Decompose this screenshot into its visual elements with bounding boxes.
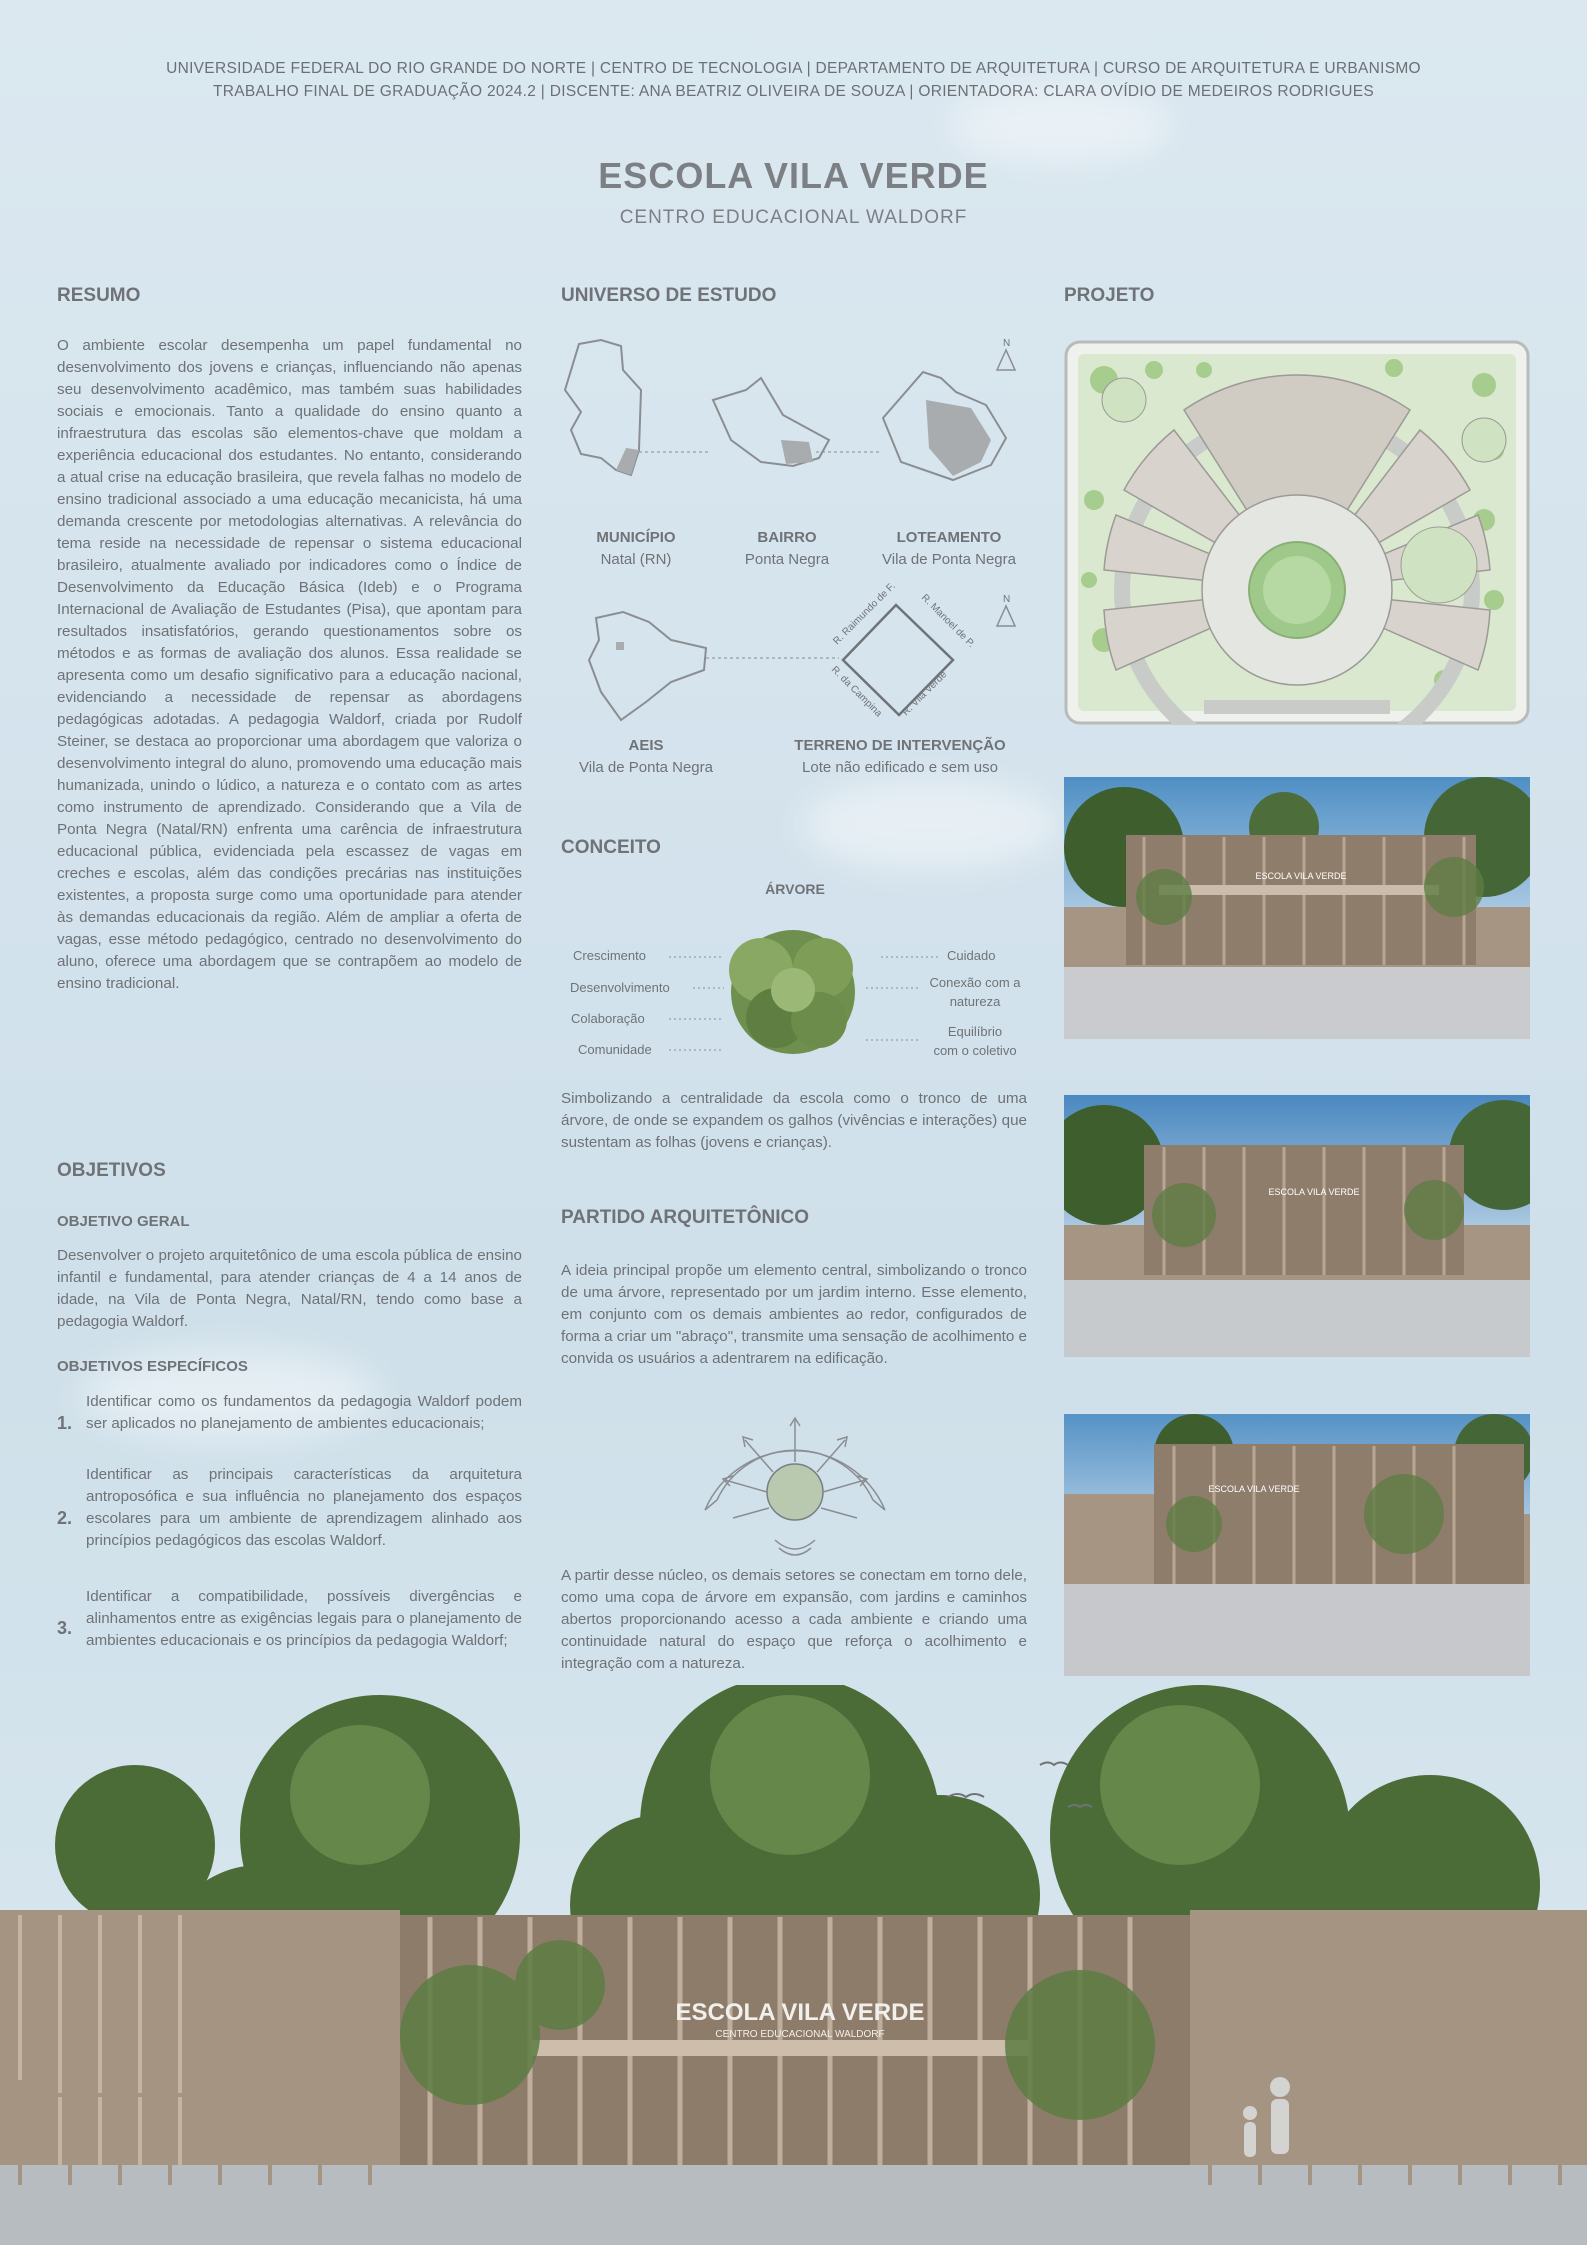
bairro-highlight xyxy=(781,440,813,464)
objetivos-especificos-heading: OBJETIVOS ESPECÍFICOS xyxy=(57,1358,248,1375)
universo-heading: UNIVERSO DE ESTUDO xyxy=(561,285,777,306)
site-plan xyxy=(1064,340,1530,725)
concept-right-2: natureza xyxy=(949,994,1001,1009)
map-sub-aeis: Vila de Ponta Negra xyxy=(579,759,713,776)
page-subtitle: CENTRO EDUCACIONAL WALDORF xyxy=(619,207,968,228)
hands-icon xyxy=(775,1540,815,1549)
resumo-heading: RESUMO xyxy=(57,285,141,306)
concept-left-0: Crescimento xyxy=(573,948,646,963)
objetivo-3-text: Identificar a compatibilidade, possíveis divergências e alinhamentos entre as exigências legais para o planejamento de ambientes educacionais e os princípios da pedagogia Waldorf; xyxy=(86,1588,522,1649)
conceito-heading: CONCEITO xyxy=(561,837,661,858)
concept-left-2: Colaboração xyxy=(571,1011,645,1026)
resumo-text: O ambiente escolar desempenha um papel fundamental no desenvolvimento dos jovens e crianças, influenciando não apenas seu desenvolvimento acadêmico, mas também suas habilidades sociais e emocionais. Tanto a qualidade do ensino quanto a infraestrutura das escolas são elementos-chave que moldam a experiência educacional dos estudantes. No entanto, considerando a atual crise na educação brasileira, que revela falhas no modelo de ensino tradicional associado a uma educação mecanicista, há uma demanda crescente por metodologias alternativas. A relevância do tema reside na necessidade de repensar o sistema educacional brasileiro, atualmente avaliado por indicadores como o Índice de Desenvolvimento da Educação Básica (Ideb) e o Programa Internacional de Avaliação de Estudantes (Pisa), que apontam para resultados insatisfatórios, gerando questionamentos sobre os métodos e as formas de avaliação dos alunos. Essa realidade se apresenta como um desafio significativo para a educação nacional, evidenciando a necessidade de repensar as abordagens pedagógicas adotadas. A pedagogia Waldorf, criada por Rudolf Steiner, se destaca ao proporcionar uma abordagem que valoriza o desenvolvimento integral do aluno, promovendo uma educação mais humanizada, unindo o lúdico, a natureza e o contato com as artes como instrumento de aprendizado. Considerando que a Vila de Ponta Negra (Natal/RN) enfrenta uma carência de infraestrutura educacional pública, evidenciada pela escassez de vagas em creches e escolas, além das condições precárias nas instituições existentes, a proposta surge como uma oportunidade para atender às demandas educacionais da região. Além de ampliar a oferta de vagas, esse método pedagógico, centrado no desenvolvimento do aluno, oferece uma abordagem que se contrapõem ao modelo de ensino tradicional. xyxy=(57,337,522,992)
map-sub-terreno: Lote não edificado e sem uso xyxy=(802,759,998,776)
header-line-1: UNIVERSIDADE FEDERAL DO RIO GRANDE DO NORTE | CENTRO DE TECNOLOGIA | DEPARTAMENTO DE ARQUITETURA | CURSO DE ARQUITETURA E URBANISMO xyxy=(166,60,1421,77)
partido-diagram xyxy=(695,1400,895,1565)
conceito-text: Simbolizando a centralidade da escola como o tronco de uma árvore, de onde se expandem os galhos (vivências e interações) que sustentam as folhas (jovens e crianças). xyxy=(561,1090,1027,1151)
objetivo-3-number: 3. xyxy=(57,1618,73,1638)
bairro-map xyxy=(713,378,829,466)
render-entrance-side xyxy=(1064,1095,1530,1357)
objetivo-2-number: 2. xyxy=(57,1508,73,1528)
map-title-bairro: BAIRRO xyxy=(757,529,817,546)
street-label: R. da Campina xyxy=(828,664,884,720)
map-title-loteamento: LOTEAMENTO xyxy=(896,529,1002,546)
objetivo-2-text: Identificar as principais características da arquitetura antroposófica e sua influência no planejamento dos espaços escolares para um ambiente de aprendizagem alinhado aos princípios pedagógicos das escolas Waldorf. xyxy=(86,1466,522,1549)
page-title: ESCOLA VILA VERDE xyxy=(598,155,989,196)
north-label-1: N xyxy=(1003,338,1011,349)
projeto-heading: PROJETO xyxy=(1064,285,1155,306)
loteamento-highlight xyxy=(926,400,991,476)
sign-text: ESCOLA VILA VERDE xyxy=(1255,871,1347,881)
map-title-aeis: AEIS xyxy=(628,737,664,754)
objetivo-1-number: 1. xyxy=(57,1413,73,1433)
map-title-terreno: TERRENO DE INTERVENÇÃO xyxy=(794,737,1006,754)
concept-left-1: Desenvolvimento xyxy=(570,980,670,995)
conceito-center-label: ÁRVORE xyxy=(765,881,825,897)
objetivos-heading: OBJETIVOS xyxy=(57,1160,166,1181)
render-entrance-front xyxy=(1064,777,1530,1039)
render-entrance-angle xyxy=(1064,1414,1530,1676)
north-label-2: N xyxy=(1003,594,1011,605)
concept-left-3: Comunidade xyxy=(578,1042,652,1057)
partido-heading: PARTIDO ARQUITETÔNICO xyxy=(561,1207,810,1228)
map-sub-bairro: Ponta Negra xyxy=(744,551,830,568)
map-sub-municipio: Natal (RN) xyxy=(600,551,672,568)
concept-right-0: Cuidado xyxy=(947,948,996,963)
core-garden-icon xyxy=(767,1464,823,1520)
concept-right-4: com o coletivo xyxy=(933,1043,1017,1058)
partido-text-1: A ideia principal propõe um elemento central, simbolizando o tronco de uma árvore, representado por um jardim interno. Esse elemento, em conjunto com os demais ambientes ao redor, configurados de forma a criar um "abraço", transmite uma sensação de acolhimento e convida os usuários a adentrarem na edificação. xyxy=(561,1262,1027,1367)
map-sub-loteamento: Vila de Ponta Negra xyxy=(882,551,1016,568)
main-sign-title: ESCOLA VILA VERDE xyxy=(675,1999,925,2026)
partido-text-2: A partir desse núcleo, os demais setores se conectam em torno dele, como uma copa de árvore em expansão, com jardins e caminhos abertos proporcionando acesso a cada ambiente e criando uma continuidade natural do espaço que reforça o acolhimento e integração com a natureza. xyxy=(561,1567,1027,1672)
north-arrow-icon xyxy=(997,606,1015,626)
street-label: R. Vila Verde xyxy=(900,669,950,719)
street-label: R. Manoel de P. xyxy=(918,592,977,650)
map-title-municipio: MUNICÍPIO xyxy=(596,529,676,546)
header-line-2: TRABALHO FINAL DE GRADUAÇÃO 2024.2 | DISCENTE: ANA BEATRIZ OLIVEIRA DE SOUZA | ORIENTADORA: CLARA OVÍDIO DE MEDEIROS RODRIGUES xyxy=(213,83,1374,100)
main-sign-subtitle: CENTRO EDUCACIONAL WALDORF xyxy=(715,2029,885,2040)
concept-right-1: Conexão com a xyxy=(929,975,1021,990)
north-arrow-icon xyxy=(997,350,1015,370)
sign-text: ESCOLA VILA VERDE xyxy=(1208,1484,1300,1494)
render-main-entrance xyxy=(0,1685,1587,2245)
concept-right-3: Equilíbrio xyxy=(947,1024,1003,1039)
tree-icon xyxy=(729,930,855,1054)
aeis-map xyxy=(589,612,706,720)
objetivo-1-text: Identificar como os fundamentos da pedagogia Waldorf podem ser aplicados no planejamento de ambientes educacionais; xyxy=(86,1393,522,1432)
sign-text: ESCOLA VILA VERDE xyxy=(1268,1187,1360,1197)
objetivo-geral-heading: OBJETIVO GERAL xyxy=(57,1213,190,1230)
objetivo-geral-text: Desenvolver o projeto arquitetônico de uma escola pública de ensino infantil e fundamental, para atender crianças de 4 a 14 anos de idade, na Vila de Ponta Negra, Natal/RN, tendo como base a pedagogia Waldorf. xyxy=(57,1247,522,1330)
street-label: R. Raimundo de F. xyxy=(831,580,898,648)
